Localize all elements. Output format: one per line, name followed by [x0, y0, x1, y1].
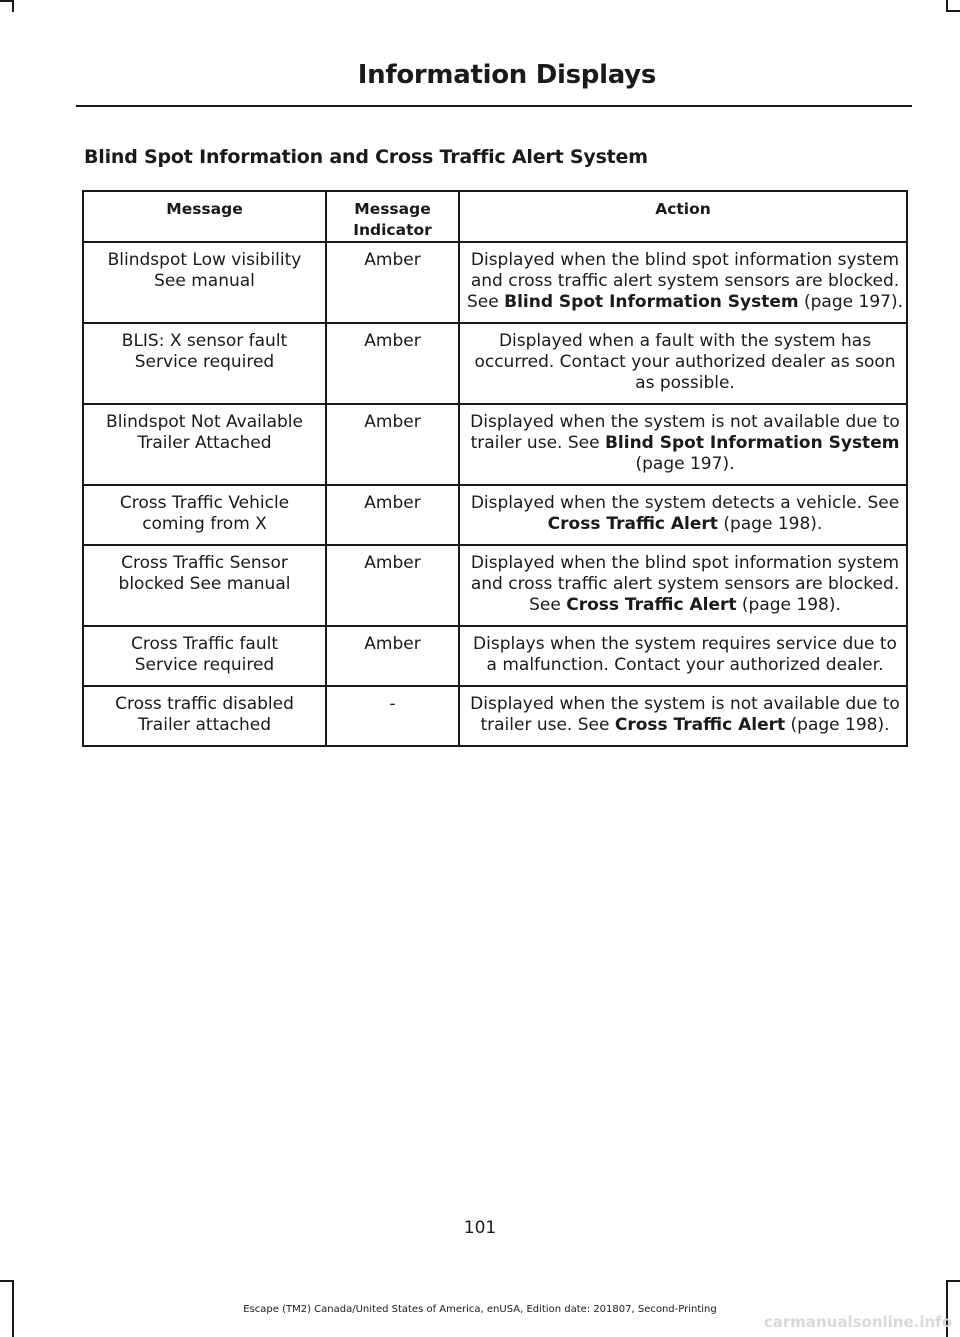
message-line: Service required [134, 655, 275, 675]
page-header-title: Information Displays [357, 60, 656, 90]
page-reference: (page 198). [736, 595, 841, 615]
cross-reference-link[interactable]: Cross Traffic Alert [566, 595, 737, 615]
message-line: Cross Traffic Vehicle [119, 493, 290, 513]
indicator-cell: - [326, 686, 459, 746]
message-line: Trailer attached [137, 715, 272, 735]
page-reference: (page 198). [785, 715, 890, 735]
message-line: Cross Traffic Sensor [121, 553, 288, 573]
message-cell [83, 404, 326, 485]
page-reference: (page 198). [717, 514, 823, 534]
message-line: See manual [154, 271, 255, 291]
message-line: Trailer Attached [137, 433, 272, 453]
message-table [82, 190, 908, 747]
page-number: 101 [463, 1218, 497, 1238]
column-header-indicator-label: Message Indicator [353, 200, 432, 239]
crop-mark [0, 0, 12, 2]
message-line: Service required [134, 352, 275, 372]
action-cell [459, 686, 907, 746]
indicator-cell: Amber [326, 545, 459, 626]
cross-reference-link[interactable]: Blind Spot Information System [604, 433, 900, 453]
column-header-indicator [326, 191, 459, 242]
indicator-cell: Amber [326, 404, 459, 485]
cross-reference-link[interactable]: Blind Spot Information System [504, 292, 799, 312]
footer-text: Escape (TM2) Canada/United States of America, enUSA, Edition date: 201807, Second-Printing [243, 1304, 717, 1315]
message-line: Blindspot Low visibility [107, 250, 302, 270]
action-text: Displayed when the system is not available due to trailer use. See [470, 412, 900, 453]
cross-reference-link[interactable]: Cross Traffic Alert [614, 715, 786, 735]
crop-mark [946, 10, 960, 12]
message-line: Cross traffic disabled [115, 694, 294, 714]
action-cell [459, 545, 907, 626]
message-cell [83, 686, 326, 746]
action-text: Displayed when the system detects a vehicle. See [470, 493, 900, 513]
action-cell [459, 626, 907, 686]
page-reference: (page 197). [798, 292, 903, 312]
watermark: carmanualsonline.info [763, 1313, 952, 1331]
cross-reference-link[interactable]: Cross Traffic Alert [547, 514, 718, 534]
message-cell [83, 545, 326, 626]
table-row [83, 626, 907, 686]
action-cell [459, 404, 907, 485]
message-line: Blindspot Not Available [106, 412, 303, 432]
action-text: Displays when the system requires service due to a malfunction. Contact your authorized dealer. [473, 634, 897, 675]
message-line: coming from X [142, 514, 267, 534]
table-row [83, 323, 907, 404]
table-row [83, 686, 907, 746]
column-header-message: Message [83, 191, 326, 242]
section-title: Blind Spot Information and Cross Traffic Alert System [84, 146, 648, 168]
action-cell [459, 485, 907, 545]
message-cell [83, 242, 326, 323]
column-header-action: Action [459, 191, 907, 242]
indicator-cell: Amber [326, 485, 459, 545]
message-cell [83, 323, 326, 404]
crop-mark [12, 0, 14, 12]
crop-mark [946, 1280, 960, 1282]
table-row [83, 485, 907, 545]
message-line: blocked See manual [118, 574, 291, 594]
table-row [83, 404, 907, 485]
header-divider [76, 105, 912, 107]
action-text: Displayed when the system is not available due to trailer use. See [470, 694, 900, 735]
indicator-cell: Amber [326, 323, 459, 404]
action-cell [459, 242, 907, 323]
action-cell [459, 323, 907, 404]
action-text: Displayed when the blind spot information system and cross traffic alert system sensors are blocked. See [467, 250, 900, 312]
indicator-cell: Amber [326, 242, 459, 323]
message-cell [83, 626, 326, 686]
action-text: Displayed when a fault with the system has occurred. Contact your authorized dealer as soon as possible. [474, 331, 896, 393]
indicator-cell: Amber [326, 626, 459, 686]
table-row [83, 242, 907, 323]
message-line: Cross Traffic fault [130, 634, 279, 654]
table-row [83, 545, 907, 626]
page-reference: (page 197). [635, 454, 735, 474]
action-text: Displayed when the blind spot information system and cross traffic alert system sensors are blocked. See [470, 553, 900, 615]
message-line: BLIS: X sensor fault [121, 331, 288, 351]
table-header-row [83, 191, 907, 242]
message-cell [83, 485, 326, 545]
